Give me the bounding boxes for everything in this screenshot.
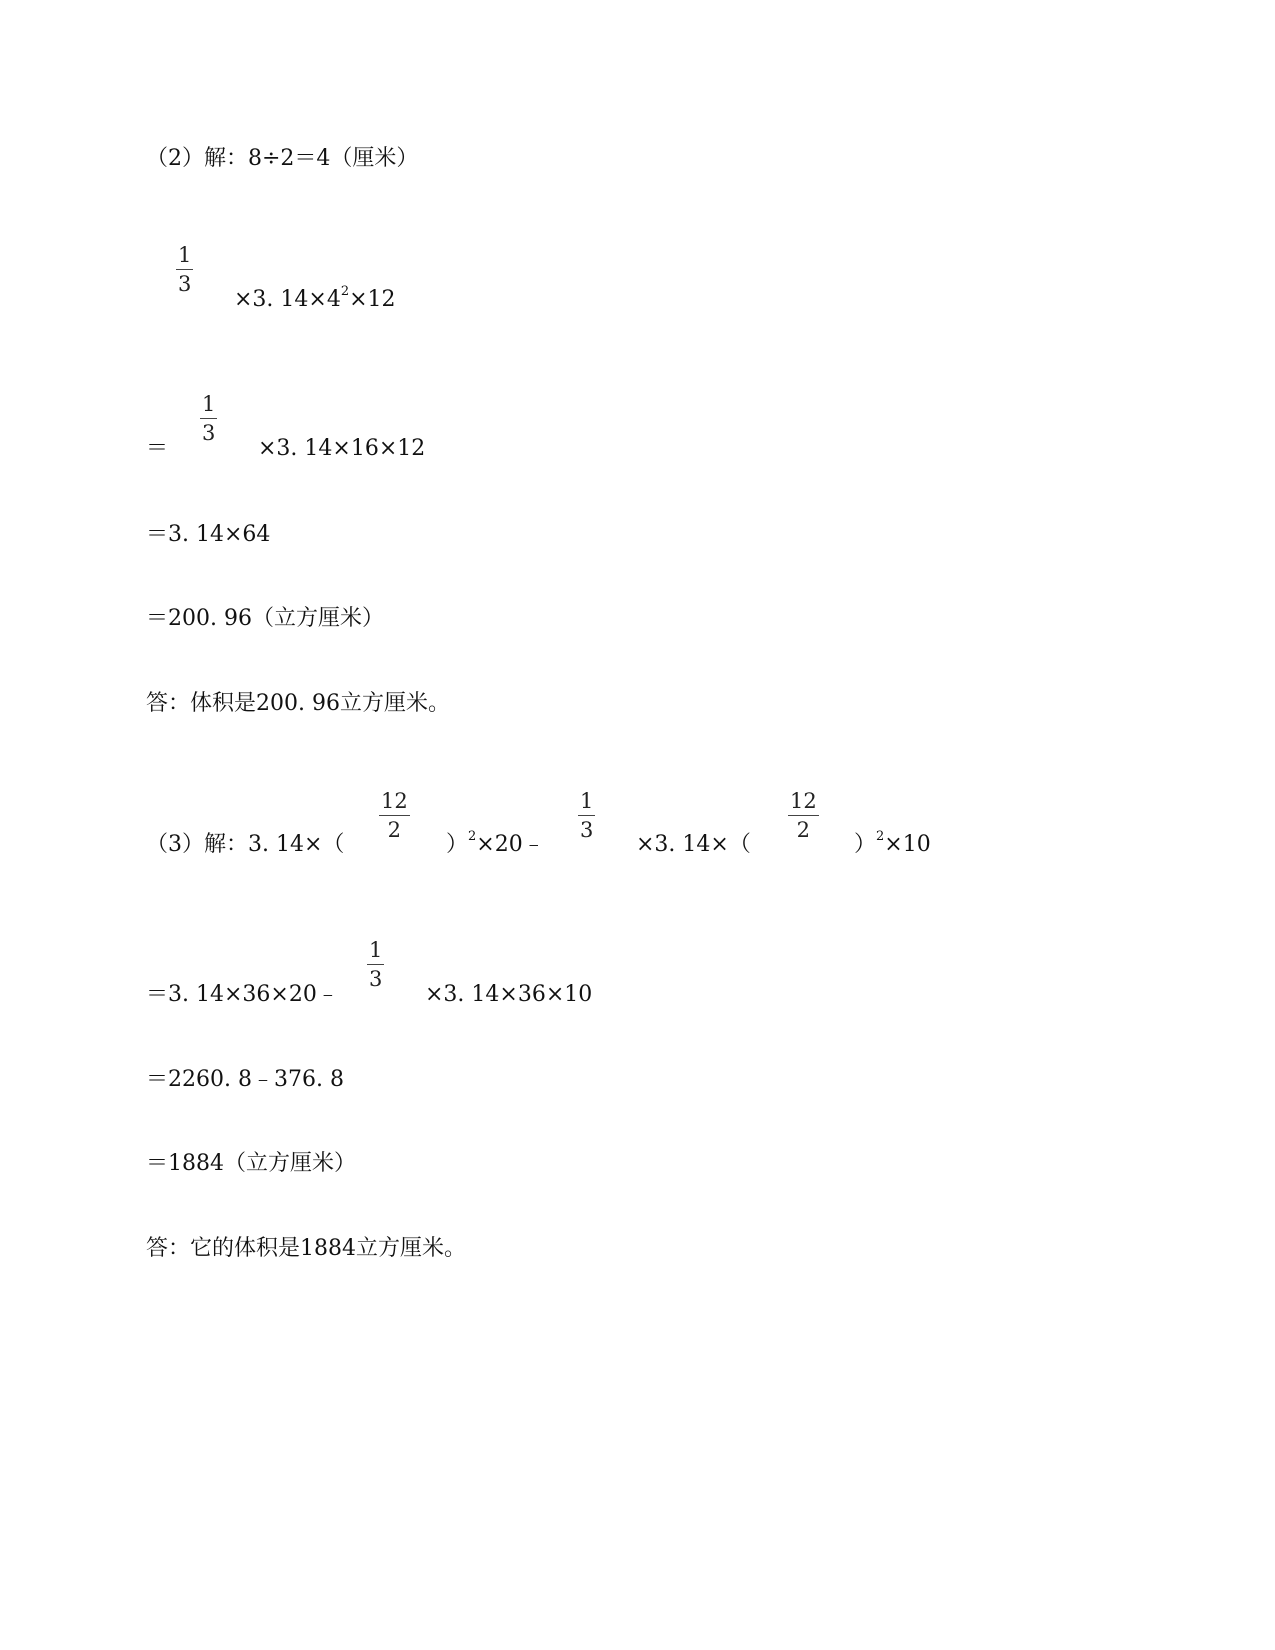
fraction-numerator: 1 (580, 789, 594, 813)
part3-step2-lead: ＝3. 14×36×20﹣ (146, 982, 339, 1007)
exponent: 2 (468, 829, 477, 844)
fraction-denominator: 3 (202, 421, 216, 445)
part3-answer: 答：它的体积是1884立方厘米。 (146, 1236, 466, 1261)
fraction-denominator: 2 (387, 818, 402, 842)
expression-part: ） (446, 832, 469, 857)
part2-step4: ＝200. 96（立方厘米） (146, 606, 384, 631)
fraction-denominator: 3 (369, 967, 383, 991)
expression-part: ×3. 14×4 (234, 287, 341, 312)
fraction-bar (176, 269, 193, 270)
fraction-one-third (200, 394, 217, 444)
part3-expression-mid (446, 829, 545, 857)
part2-step2-expression: ×3. 14×16×12 (258, 436, 426, 461)
fraction-numerator: 12 (790, 789, 817, 813)
fraction-one-third (367, 940, 384, 990)
exponent: 2 (340, 284, 350, 299)
part2-answer: 答：体积是200. 96立方厘米。 (146, 691, 450, 716)
expression-part: ） (854, 832, 877, 857)
expression-part: ×12 (349, 287, 396, 312)
fraction-numerator: 1 (369, 938, 383, 962)
exponent: 2 (876, 829, 885, 844)
expression-part: ×10 (884, 832, 931, 857)
expression-part: ×20﹣ (476, 832, 545, 857)
fraction-denominator: 2 (796, 818, 811, 842)
fraction-one-third (578, 791, 595, 841)
part3-step3: ＝2260. 8﹣376. 8 (146, 1067, 344, 1092)
fraction-numerator: 1 (202, 392, 216, 416)
fraction-denominator: 3 (178, 272, 192, 296)
part3-step4: ＝1884（立方厘米） (146, 1151, 356, 1176)
part3-lead: （3）解：3. 14×（ (146, 832, 345, 857)
part2-heading: （2）解：8÷2＝4（厘米） (146, 146, 419, 171)
fraction-twelve-halves (379, 791, 410, 841)
part3-expression-tail (854, 829, 931, 857)
fraction-bar (578, 815, 595, 816)
fraction-bar (788, 815, 819, 816)
fraction-twelve-halves (788, 791, 819, 841)
fraction-bar (379, 815, 410, 816)
part2-step3: ＝3. 14×64 (146, 522, 271, 547)
fraction-bar (367, 964, 384, 965)
equals-sign: ＝ (146, 436, 169, 461)
part3-step2-expression: ×3. 14×36×10 (425, 982, 593, 1007)
fraction-one-third (176, 245, 193, 295)
fraction-numerator: 12 (381, 789, 408, 813)
fraction-numerator: 1 (178, 243, 192, 267)
part3-expression-mid2: ×3. 14×（ (636, 832, 751, 857)
part2-step1-expression (234, 284, 396, 312)
fraction-denominator: 3 (580, 818, 594, 842)
fraction-bar (200, 418, 217, 419)
